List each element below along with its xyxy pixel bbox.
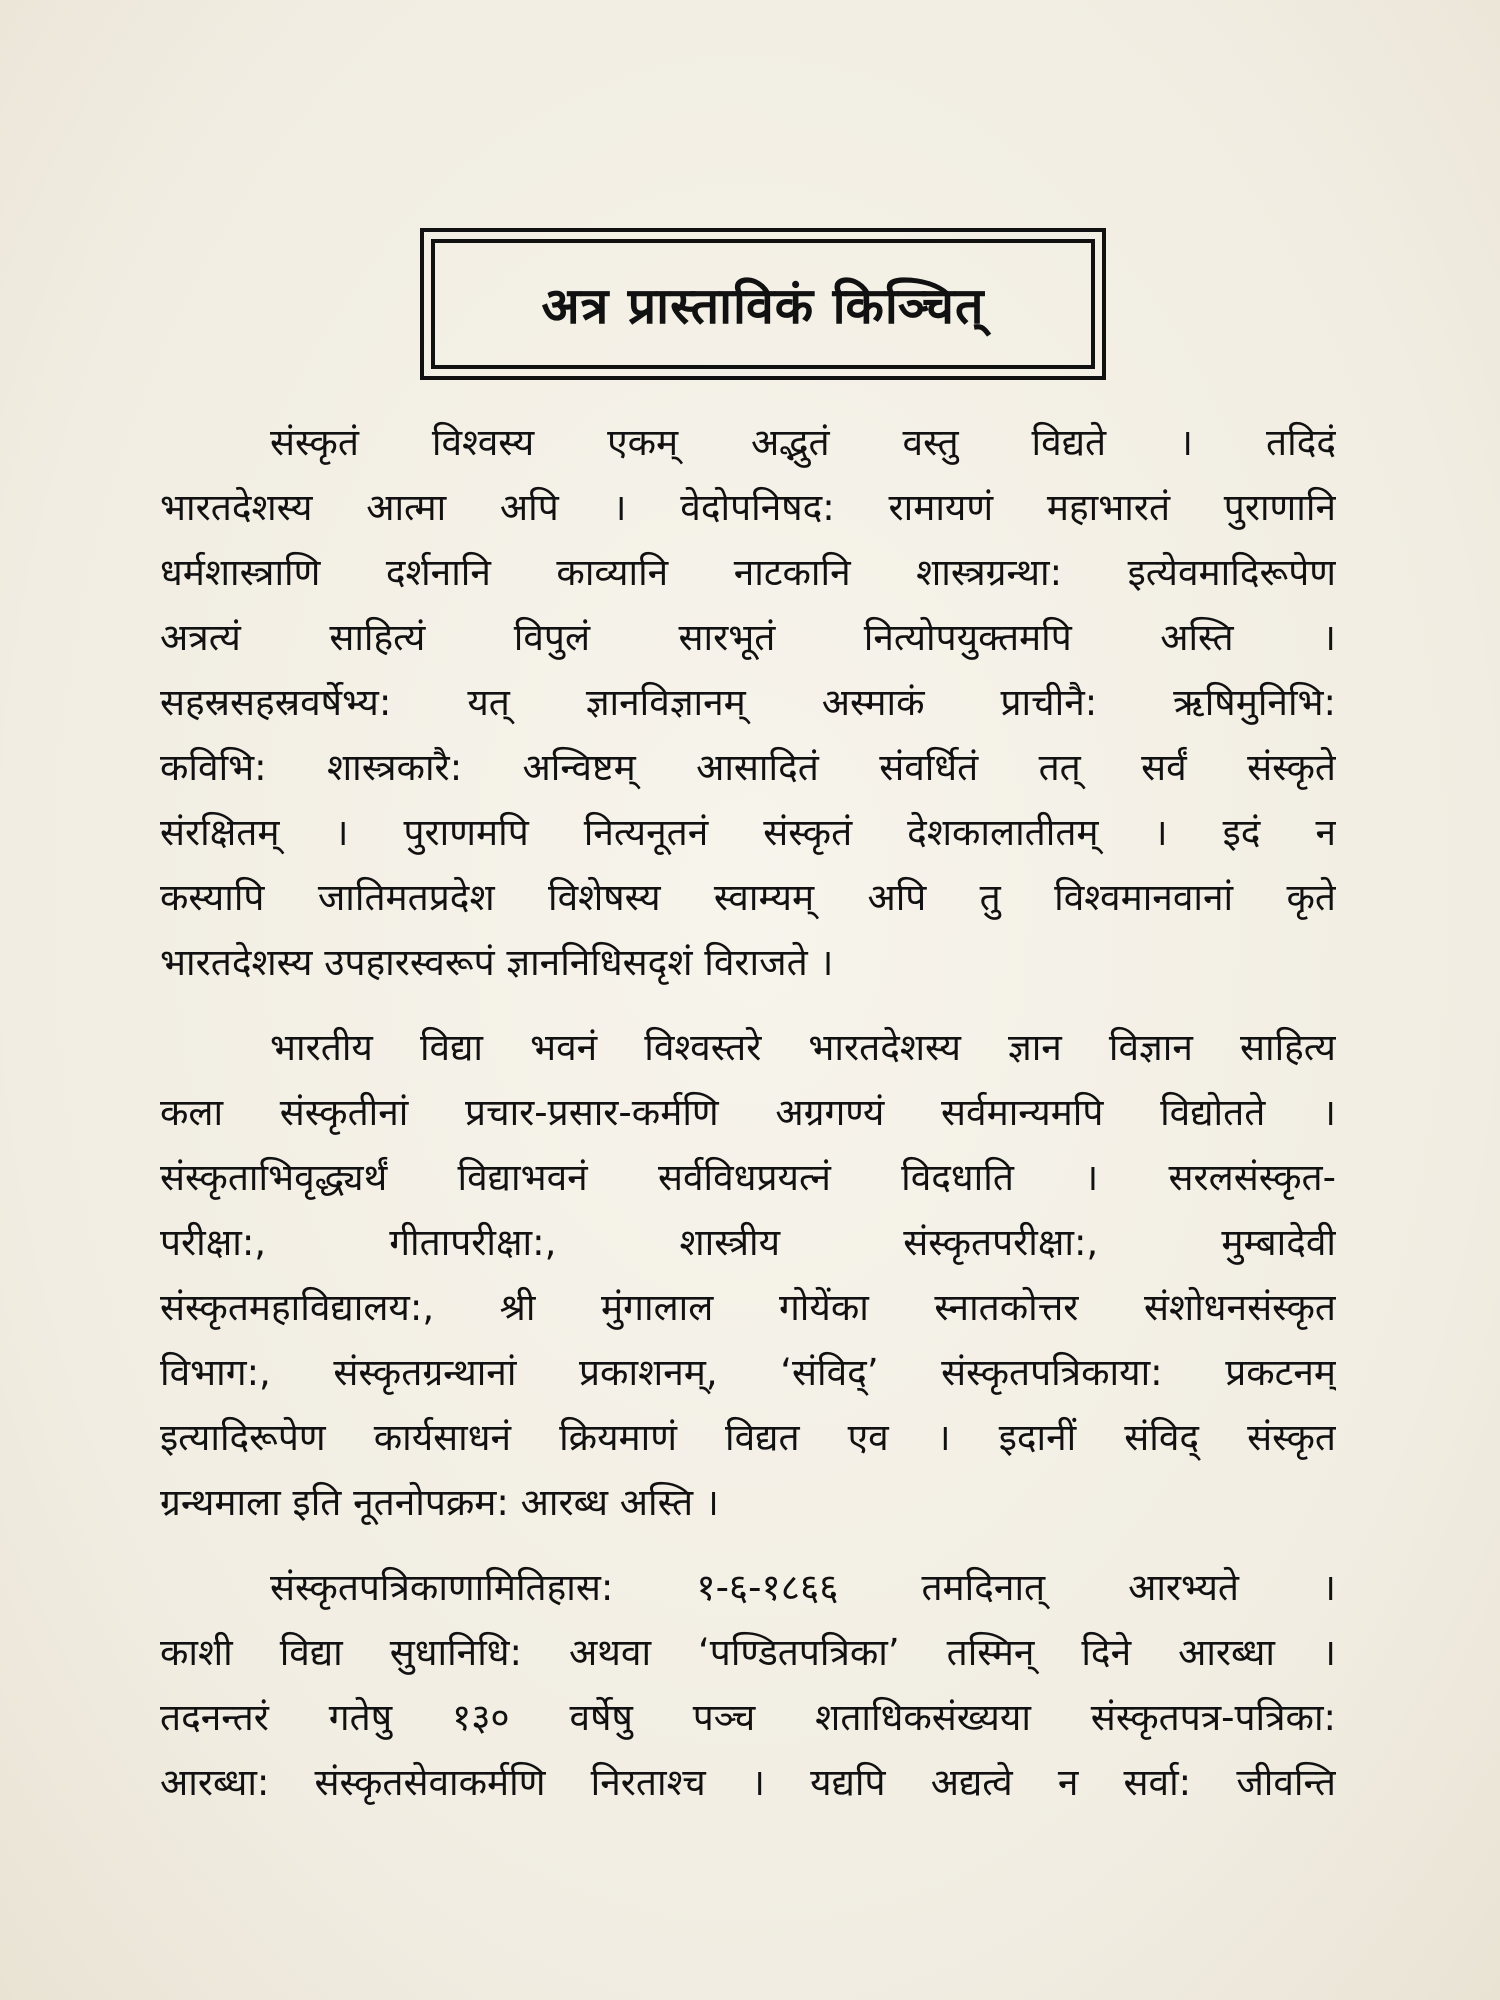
- text-line: आरब्धा: संस्कृतसेवाकर्मणि निरताश्च । यद्यपि अद्यत्वे न सर्वा: जीवन्ति: [160, 1761, 1336, 1804]
- paragraph-3: [160, 1555, 1336, 1815]
- text-line: इत्यादिरूपेण कार्यसाधनं क्रियमाणं विद्यत एव । इदानीं संविद् संस्कृत: [160, 1416, 1336, 1459]
- paragraph-1: [160, 410, 1336, 995]
- text-line: कविभि: शास्त्रकारै: अन्विष्टम् आसादितं संवर्धितं तत् सर्वं संस्कृते: [160, 746, 1336, 789]
- text-line: भारतदेशस्य उपहारस्वरूपं ज्ञाननिधिसदृशं विराजते ।: [160, 941, 834, 984]
- text-line: संस्कृतं विश्वस्य एकम् अद्भुतं वस्तु विद्यते । तदिदं: [270, 421, 1336, 464]
- text-line: परीक्षा:, गीतापरीक्षा:, शास्त्रीय संस्कृतपरीक्षा:, मुम्बादेवी: [160, 1221, 1336, 1264]
- text-line: संस्कृतपत्रिकाणामितिहास: १-६-१८६६ तमदिनात् आरभ्यते ।: [270, 1566, 1336, 1609]
- text-line: भारतीय विद्या भवनं विश्वस्तरे भारतदेशस्य ज्ञान विज्ञान साहित्य: [270, 1026, 1336, 1069]
- page-heading: अत्र प्रास्ताविकं किञ्चित्: [541, 277, 985, 335]
- text-line: धर्मशास्त्राणि दर्शनानि काव्यानि नाटकानि शास्त्रग्रन्था: इत्येवमादिरूपेण: [160, 551, 1336, 594]
- text-line: अत्रत्यं साहित्यं विपुलं सारभूतं नित्योपयुक्तमपि अस्ति ।: [160, 616, 1336, 659]
- body-text: [160, 410, 1336, 1835]
- heading-frame: [420, 228, 1106, 380]
- text-line: तदनन्तरं गतेषु १३० वर्षेषु पञ्च शताधिकसंख्यया संस्कृतपत्र-पत्रिका:: [160, 1696, 1336, 1739]
- text-line: संस्कृताभिवृद्ध्यर्थं विद्याभवनं सर्वविधप्रयत्नं विदधाति । सरलसंस्कृत-: [160, 1156, 1336, 1199]
- text-line: सहस्रसहस्रवर्षेभ्य: यत् ज्ञानविज्ञानम् अस्माकं प्राचीनै: ऋषिमुनिभि:: [160, 681, 1336, 724]
- text-line: कला संस्कृतीनां प्रचार-प्रसार-कर्मणि अग्रगण्यं सर्वमान्यमपि विद्योतते ।: [160, 1091, 1336, 1134]
- text-line: संस्कृतमहाविद्यालय:, श्री मुंगालाल गोयेंका स्नातकोत्तर संशोधनसंस्कृत: [160, 1286, 1336, 1329]
- paragraph-2: [160, 1015, 1336, 1535]
- heading-inner-frame: [431, 239, 1095, 369]
- text-line: ग्रन्थमाला इति नूतनोपक्रम: आरब्ध अस्ति ।: [160, 1481, 719, 1524]
- text-line: संरक्षितम् । पुराणमपि नित्यनूतनं संस्कृतं देशकालातीतम् । इदं न: [160, 811, 1336, 854]
- text-line: भारतदेशस्य आत्मा अपि । वेदोपनिषद: रामायणं महाभारतं पुराणानि: [160, 486, 1336, 529]
- text-line: कस्यापि जातिमतप्रदेश विशेषस्य स्वाम्यम् अपि तु विश्वमानवानां कृते: [160, 876, 1336, 919]
- text-line: काशी विद्या सुधानिधि: अथवा ‘पण्डितपत्रिका’ तस्मिन् दिने आरब्धा ।: [160, 1631, 1336, 1674]
- text-line: विभाग:, संस्कृतग्रन्थानां प्रकाशनम्, ‘संविद्’ संस्कृतपत्रिकाया: प्रकटनम्: [160, 1351, 1336, 1394]
